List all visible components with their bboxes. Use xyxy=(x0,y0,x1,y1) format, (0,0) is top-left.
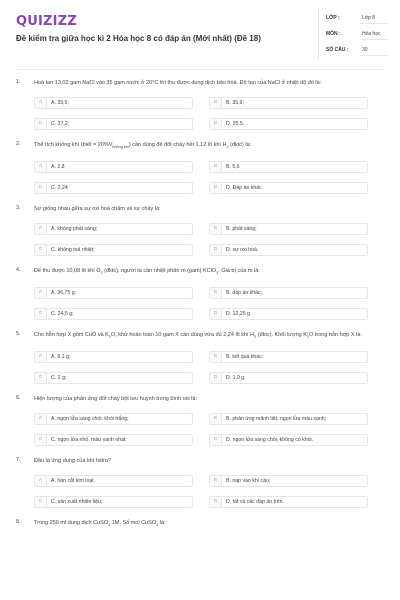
question-number: 4. xyxy=(16,267,21,274)
option-text: B. 35,9; xyxy=(226,100,244,106)
meta-underline xyxy=(360,23,388,24)
option-text: B. đáp án khác; xyxy=(226,290,263,297)
option-letter: C xyxy=(35,435,47,445)
text-run: Trong 250 ml dung dịch CuSO xyxy=(34,520,109,527)
answer-option-b[interactable] xyxy=(209,161,368,173)
subscript: 2 xyxy=(254,335,257,340)
option-text: A. không phát sáng; xyxy=(51,226,98,233)
option-text: A. 36,75 g; xyxy=(51,290,77,297)
option-letter: B xyxy=(210,414,222,424)
answer-options xyxy=(34,97,368,130)
question-text: Đâu là ứng dụng của khí hidro? xyxy=(34,458,112,465)
question-number: 1. xyxy=(16,79,21,85)
subscript: 4 xyxy=(156,523,159,528)
option-text: D. sự oxi hoá. xyxy=(226,247,259,254)
answer-option-b[interactable] xyxy=(209,223,368,235)
question-1 xyxy=(0,79,400,130)
option-text: C. sản xuất nhiên liệu; xyxy=(51,499,103,506)
option-text: A. 2,8 xyxy=(51,164,65,171)
answer-options xyxy=(34,287,368,320)
answer-option-c[interactable] xyxy=(34,182,193,194)
option-text: B. nạp vào khí cầu; xyxy=(226,478,271,485)
option-letter: A xyxy=(35,98,47,108)
question-5 xyxy=(0,331,400,384)
option-text: C. ngọn lửa nhỏ, màu xanh nhạt; xyxy=(51,437,127,444)
question-text: Hiện tượng của phản ứng đốt cháy bột lưu huỳnh trong bình oxi là: xyxy=(34,396,197,403)
text-run: là: xyxy=(158,520,166,527)
meta-value: 30 xyxy=(362,47,368,53)
answer-option-a[interactable] xyxy=(34,161,193,173)
question-2 xyxy=(0,141,400,194)
option-letter: B xyxy=(210,98,222,108)
meta-row-count xyxy=(326,45,388,61)
question-7 xyxy=(0,457,400,508)
option-letter: C xyxy=(35,119,47,129)
option-letter: B xyxy=(210,476,222,486)
worksheet-title: Đề kiểm tra giữa học kì 2 Hóa học 8 có đáp án (Mới nhất) (Đề 18) xyxy=(16,34,261,43)
answer-option-a[interactable] xyxy=(34,351,193,363)
meta-label: LỚP : xyxy=(326,15,340,21)
answer-options xyxy=(34,475,368,508)
answer-option-a[interactable] xyxy=(34,97,193,109)
question-text xyxy=(34,519,389,530)
text-run: O, khử hoàn toàn 10 gam X cần dùng vừa đủ 2,24 lít khí H xyxy=(110,332,255,339)
answer-option-b[interactable] xyxy=(209,413,368,425)
subscript: 2 xyxy=(100,271,103,276)
answer-option-c[interactable] xyxy=(34,308,193,320)
option-text: D. 35,5. xyxy=(226,121,245,127)
option-letter: D xyxy=(210,119,222,129)
option-letter: A xyxy=(35,288,47,298)
meta-label: MÔN : xyxy=(326,31,341,37)
option-letter: C xyxy=(35,183,47,193)
question-text xyxy=(34,331,389,342)
answer-options xyxy=(34,161,368,194)
question-text: Sự giống nhau giữa sự oxi hoá chậm và sự cháy là: xyxy=(34,206,161,213)
option-letter: A xyxy=(35,414,47,424)
meta-row-class xyxy=(326,13,388,29)
answer-options xyxy=(34,223,368,256)
question-number: 5. xyxy=(16,331,21,338)
option-text: A. 39,5; xyxy=(51,100,69,106)
worksheet-header xyxy=(0,0,400,70)
option-text: D. ngọn lửa sáng chói, không có khói. xyxy=(226,437,314,444)
option-text: D. 12,25 g. xyxy=(226,311,252,318)
option-letter: D xyxy=(210,309,222,319)
question-8 xyxy=(0,519,400,530)
meta-value: Lớp 8 xyxy=(362,15,376,21)
answer-option-d[interactable] xyxy=(209,308,368,320)
answer-option-d[interactable] xyxy=(209,244,368,256)
option-letter: B xyxy=(210,288,222,298)
question-text xyxy=(34,141,389,152)
text-run: (đktc) là: xyxy=(228,142,252,148)
option-letter: B xyxy=(210,224,222,234)
option-text: C. 24,5 g; xyxy=(51,311,74,318)
option-text: B. kết quả khác; xyxy=(226,354,264,361)
option-letter: C xyxy=(35,373,47,383)
text-run: . Giá trị của m là: xyxy=(218,268,260,275)
answer-option-d[interactable] xyxy=(209,434,368,446)
answer-option-b[interactable] xyxy=(209,287,368,299)
option-letter: A xyxy=(35,162,47,172)
answer-option-d[interactable] xyxy=(209,496,368,508)
text-run: O trong hỗn hợp X là: xyxy=(309,332,362,339)
question-number: 8. xyxy=(16,519,21,526)
answer-option-c[interactable] xyxy=(34,244,193,256)
answer-option-a[interactable] xyxy=(34,223,193,235)
option-letter: D xyxy=(210,373,222,383)
option-letter: A xyxy=(35,352,47,362)
option-letter: C xyxy=(35,497,47,507)
answer-option-d[interactable] xyxy=(209,372,368,384)
subscript: 2 xyxy=(306,335,310,340)
answer-option-a[interactable] xyxy=(34,413,193,425)
option-letter: D xyxy=(210,183,222,193)
question-number: 2. xyxy=(16,141,21,147)
option-text: C. 37,2; xyxy=(51,121,70,127)
question-number: 7. xyxy=(16,457,21,464)
option-text: B. 5,6 xyxy=(226,164,240,171)
option-letter: B xyxy=(210,162,222,172)
meta-divider xyxy=(318,10,319,60)
answer-option-d[interactable] xyxy=(209,118,368,130)
option-text: B. phát sáng; xyxy=(226,226,257,233)
answer-options xyxy=(34,351,368,384)
meta-value: Hóa học xyxy=(362,31,381,37)
option-text: A. ngọn lửa sáng chói, khói trắng; xyxy=(51,416,129,423)
answer-option-a[interactable] xyxy=(34,287,193,299)
answer-options xyxy=(34,413,368,446)
question-4 xyxy=(0,267,400,320)
answer-option-c[interactable] xyxy=(34,496,193,508)
answer-option-b[interactable] xyxy=(209,97,368,109)
text-run: 1M. Số mol CuSO xyxy=(110,520,157,527)
subscript: 2 xyxy=(226,145,229,150)
question-3 xyxy=(0,205,400,256)
option-text: D. Đáp án khác xyxy=(226,185,262,192)
answer-option-d[interactable] xyxy=(209,182,368,194)
option-text: B. phản ứng mãnh liệt, ngọn lửa màu xanh; xyxy=(226,416,327,423)
answer-option-c[interactable] xyxy=(34,118,193,130)
option-letter: D xyxy=(210,435,222,445)
meta-row-subject xyxy=(326,29,388,45)
question-text: Hoà tan 13,02 gam NaCl vào 35 gam nước ở 20°C thì thu được dung dịch bão hoà. Độ tan của NaCl ở nhiệt độ đó là: xyxy=(34,80,322,86)
quizizz-logo: QUIZIZZ xyxy=(16,14,77,29)
question-6 xyxy=(0,395,400,446)
subscript: 4 xyxy=(108,523,111,528)
text-run: (đktc), người ta cần nhiệt phân m (gam) KClO xyxy=(102,268,217,275)
option-text: C. 2,24 xyxy=(51,185,68,192)
text-run: (đktc). Khối lượng K xyxy=(256,332,307,339)
option-letter: A xyxy=(35,224,47,234)
header-divider xyxy=(16,69,384,70)
answer-option-b[interactable] xyxy=(209,475,368,487)
subscript: 3 xyxy=(216,271,219,276)
text-run: Để thu được 10,08 lít khí O xyxy=(34,268,101,275)
option-text: C. không toả nhiệt; xyxy=(51,247,95,254)
subscript: 2 xyxy=(108,335,111,340)
option-letter: A xyxy=(35,476,47,486)
text-run: ) cần dùng để đốt cháy hết 1,12 lít khí H xyxy=(128,142,227,148)
question-text xyxy=(34,267,389,278)
option-text: A. hàn cắt kim loại; xyxy=(51,478,95,485)
option-letter: D xyxy=(210,245,222,255)
answer-option-a[interactable] xyxy=(34,475,193,487)
meta-label: SỐ CÂU : xyxy=(326,47,349,53)
subscript: không khí xyxy=(112,145,129,150)
option-letter: D xyxy=(210,497,222,507)
option-text: D. 1,9 g. xyxy=(226,375,246,382)
answer-option-c[interactable] xyxy=(34,372,193,384)
option-letter: B xyxy=(210,352,222,362)
answer-option-c[interactable] xyxy=(34,434,193,446)
meta-panel xyxy=(326,13,388,61)
meta-underline xyxy=(360,39,388,40)
question-list xyxy=(0,79,400,541)
option-text: D. tất cả các đáp án trên. xyxy=(226,499,284,506)
question-number: 6. xyxy=(16,395,21,402)
text-run: Cho hỗn hợp X gồm CuO và K xyxy=(34,332,109,339)
meta-underline xyxy=(360,55,388,56)
answer-option-b[interactable] xyxy=(209,351,368,363)
option-letter: C xyxy=(35,245,47,255)
option-text: A. 8,1 g; xyxy=(51,354,71,361)
text-run: Thể tích không khí (biết = 20%V xyxy=(34,142,113,148)
option-text: C. 2 g; xyxy=(51,375,67,382)
question-number: 3. xyxy=(16,205,21,212)
option-letter: C xyxy=(35,309,47,319)
